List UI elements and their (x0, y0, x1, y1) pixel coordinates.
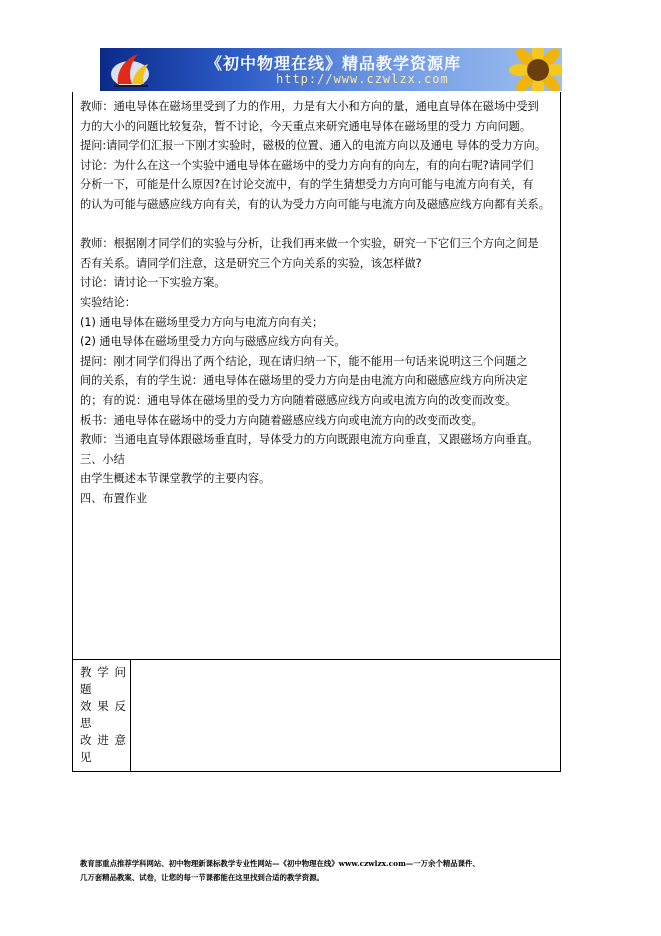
content-line: 三、小结 (80, 452, 125, 466)
content-line: 由学生概述本节课堂教学的主要内容。 (80, 472, 271, 486)
content-line: (1) 通电导体在磁场里受力方向与电流方向有关； (80, 315, 324, 329)
reflection-label-char: 反 (114, 699, 126, 713)
reflection-label-char: 思 (80, 716, 92, 730)
reflection-label-char: 效 (80, 699, 92, 713)
content-line: 间的关系，有的学生说：通电导体在磁场里的受力方向是由电流方向和磁感应线方向所决定 (80, 374, 528, 388)
sunflower-icon (504, 48, 562, 91)
content-line: 提问:请同学们汇报一下刚才实验时，磁极的位置、通入的电流方向以及通电 导体的受力方向。 (80, 139, 547, 153)
content-line: 讨论：请讨论一下实验方案。 (80, 276, 226, 290)
content-line: 实验结论： (80, 295, 136, 309)
content-line: 板书：通电导体在磁场中的受力方向随着磁感应线方向或电流方向的改变而改变。 (80, 413, 483, 427)
header-banner (100, 48, 562, 91)
reflection-empty-cell[interactable] (131, 660, 560, 771)
content-line: 分析一下，可能是什么原因?在讨论交流中，有的学生猜想受力方向可能与电流方向有关，有 (80, 178, 534, 192)
reflection-label-char: 果 (97, 699, 109, 713)
reflection-label-char: 进 (97, 733, 109, 747)
content-line: 提问：刚才同学们得出了两个结论，现在请归纳一下，能不能用一句话来说明这三个问题之 (80, 354, 528, 368)
content-line: 教师：通电导体在磁场里受到了力的作用，力是有大小和方向的量，通电直导体在磁场中受到 (80, 100, 539, 113)
reflection-label-char: 改 (80, 733, 92, 747)
lesson-content-cell (72, 92, 561, 660)
reflection-label-char: 学 (97, 665, 109, 679)
reflection-label-char: 见 (80, 750, 92, 764)
content-line: (2) 通电导体在磁场里受力方向与磁感应线方向有关。 (80, 335, 346, 349)
reflection-label (73, 660, 131, 771)
reflection-label-char: 题 (80, 682, 92, 696)
logo-icon (108, 50, 154, 90)
banner-title: 《初中物理在线》精品教学资源库 (206, 54, 462, 73)
content-line: 教师：根据刚才同学们的实验与分析，让我们再来做一个实验，研究一下它们三个方向之间是 (80, 237, 539, 251)
lesson-content (80, 97, 558, 508)
banner-url[interactable]: http://www.czwlzx.com (276, 72, 449, 86)
content-line: 的；有的说：通电导体在磁场里的受力方向随着磁感应线方向或电流方向的改变而改变。 (80, 393, 517, 407)
reflection-row (72, 660, 561, 772)
reflection-label-row (80, 681, 126, 698)
reflection-label-row (80, 664, 126, 681)
reflection-label-row (80, 715, 126, 732)
reflection-label-char: 问 (114, 665, 126, 679)
reflection-label-row (80, 698, 126, 715)
blank-line (80, 215, 558, 235)
footer-note (80, 857, 590, 885)
content-line: 力的大小的问题比较复杂，暂不讨论，今天重点来研究通电导体在磁场里的受力 方向问题。 (80, 119, 532, 133)
footer-line-1: 教育部重点推荐学科网站、初中物理新课标教学专业性网站—《初中物理在线》www.czwlzx.com—一万余个精品课件、 (80, 859, 480, 868)
reflection-label-char: 教 (80, 665, 92, 679)
content-line: 否有关系。请同学们注意，这是研究三个方向关系的实验，该怎样做? (80, 256, 422, 270)
content-line: 讨论：为什么在这一个实验中通电导体在磁场中的受力方向有的向左，有的向右呢?请同学们 (80, 158, 534, 172)
reflection-label-row (80, 749, 126, 766)
reflection-label-row (80, 732, 126, 749)
footer-line-2: 几万套精品教案、试卷，让您的每一节课都能在这里找到合适的教学资源。 (80, 873, 324, 882)
content-line: 教师：当通电直导体跟磁场垂直时，导体受力的方向既跟电流方向垂直，又跟磁场方向垂直。 (80, 433, 539, 447)
reflection-label-char: 意 (114, 733, 126, 747)
content-line: 四、布置作业 (80, 491, 148, 505)
content-line: 的认为可能与磁感应线方向有关，有的认为受力方向可能与电流方向及磁感应线方向都有关系。 (80, 197, 550, 211)
